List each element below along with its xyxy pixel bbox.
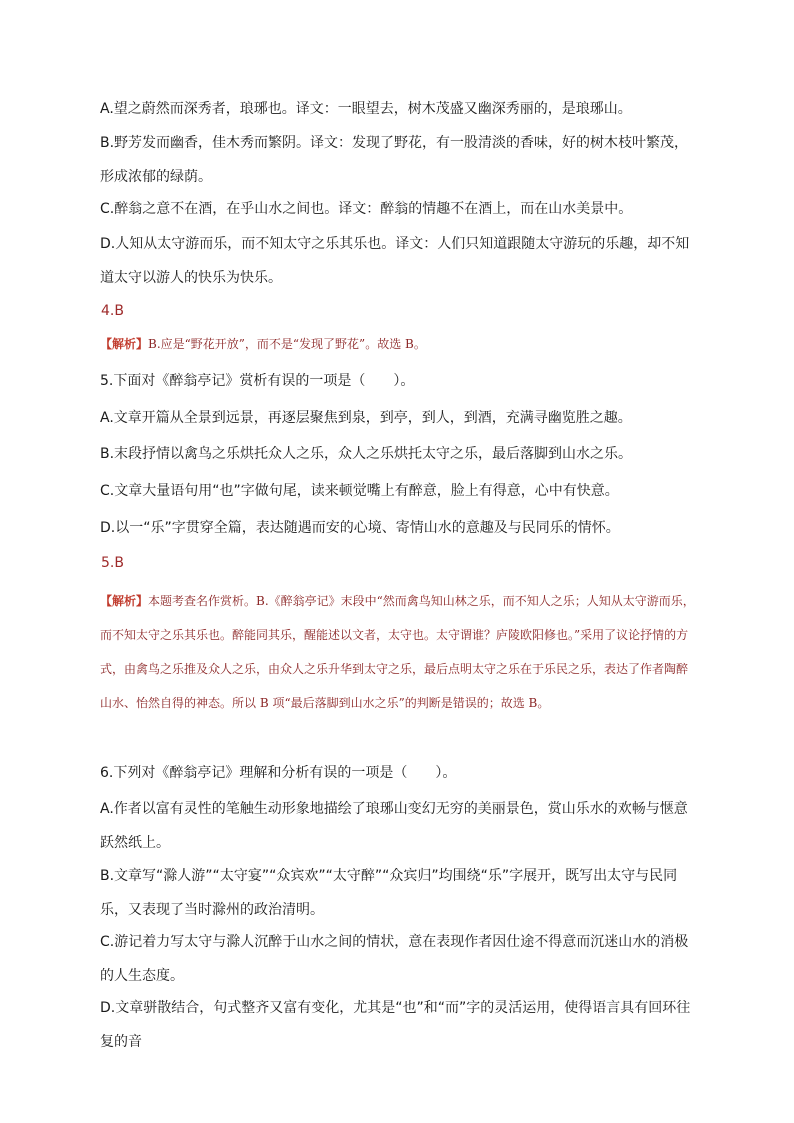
q3-option-b: B.野芳发而幽香，佳木秀而繁阴。译文：发现了野花，有一股清淡的香味，好的树木枝叶繁茂，形成浓郁的绿荫。 xyxy=(100,135,689,185)
q6-option-b: B.文章写“滁人游”“太守宴”“众宾欢”“太守醉”“众宾归”均围绕“乐”字展开，既写出太守与民同乐，又表现了当时滁州的政治清明。 xyxy=(100,868,678,918)
analysis-tag: 【解析】 xyxy=(100,594,149,608)
q3-option-a: A.望之蔚然而深秀者，琅琊也。译文：一眼望去，树木茂盛又幽深秀丽的，是琅琊山。 xyxy=(100,101,632,117)
q5-option-a: A.文章开篇从全景到远景，再逐层聚焦到泉，到亭，到人，到酒，充满寻幽览胜之趣。 xyxy=(100,410,632,426)
q5-answer: 5.B xyxy=(101,555,124,571)
q6-option-c: C.游记着力写太守与滁人沉醉于山水之间的情状，意在表现作者因仕途不得意而沉迷山水的消极的人生态度。 xyxy=(100,934,689,984)
q6-option-d: D.文章骈散结合，句式整齐又富有变化，尤其是“也”和“而”字的灵活运用，使得语言具有回环往复的音 xyxy=(100,1000,691,1050)
q5-option-d: D.以一“乐”字贯穿全篇，表达随遇而安的心境、寄情山水的意趣及与民同乐的情怀。 xyxy=(100,520,620,536)
q5-option-c: C.文章大量语句用“也”字做句尾，读来顿觉嘴上有醉意，脸上有得意，心中有快意。 xyxy=(100,483,619,499)
q4-analysis-text: B.应是“野花开放”，而不是“发现了野花”。故选 B。 xyxy=(148,337,426,351)
q5-option-b: B.末段抒情以禽鸟之乐烘托众人之乐，众人之乐烘托太守之乐，最后落脚到山水之乐。 xyxy=(100,446,633,462)
q3-option-d: D.人知从太守游而乐，而不知太守之乐其乐也。译文：人们只知道跟随太守游玩的乐趣，却不知道太守以游人的快乐为快乐。 xyxy=(100,236,690,286)
q5-stem: 5.下面对《醉翁亭记》赏析有误的一项是（ ）。 xyxy=(100,373,415,389)
q4-answer: 4.B xyxy=(101,303,124,319)
q6-stem: 6.下列对《醉翁亭记》理解和分析有误的一项是（ ）。 xyxy=(100,765,457,781)
q5-analysis xyxy=(100,584,696,720)
q6-option-a: A.作者以富有灵性的笔触生动形象地描绘了琅琊山变幻无穷的美丽景色，赏山乐水的欢畅与惬意跃然纸上。 xyxy=(100,801,688,851)
analysis-tag: 【解析】 xyxy=(100,337,149,351)
q4-analysis xyxy=(100,327,696,361)
q5-analysis-text: 本题考查名作赏析。B.《醉翁亭记》末段中“然而禽鸟知山林之乐，而不知人之乐；人知从太守游而乐，而不知太守之乐其乐也。醉能同其乐，醒能述以文者，太守也。太守谓谁？庐陵欧阳修也。”采用了议论抒情的方式，由禽鸟之乐推及众人之乐，由众人之乐升华到太守之乐，最后点明太守之乐在于乐民之乐，表达了作者陶醉山水、怡然自得的神态。所以 B 项“最后落脚到山水之乐”的判断是错误的；故选 B。 xyxy=(100,594,695,710)
q3-option-c: C.醉翁之意不在酒，在乎山水之间也。译文：醉翁的情趣不在酒上，而在山水美景中。 xyxy=(100,201,633,217)
